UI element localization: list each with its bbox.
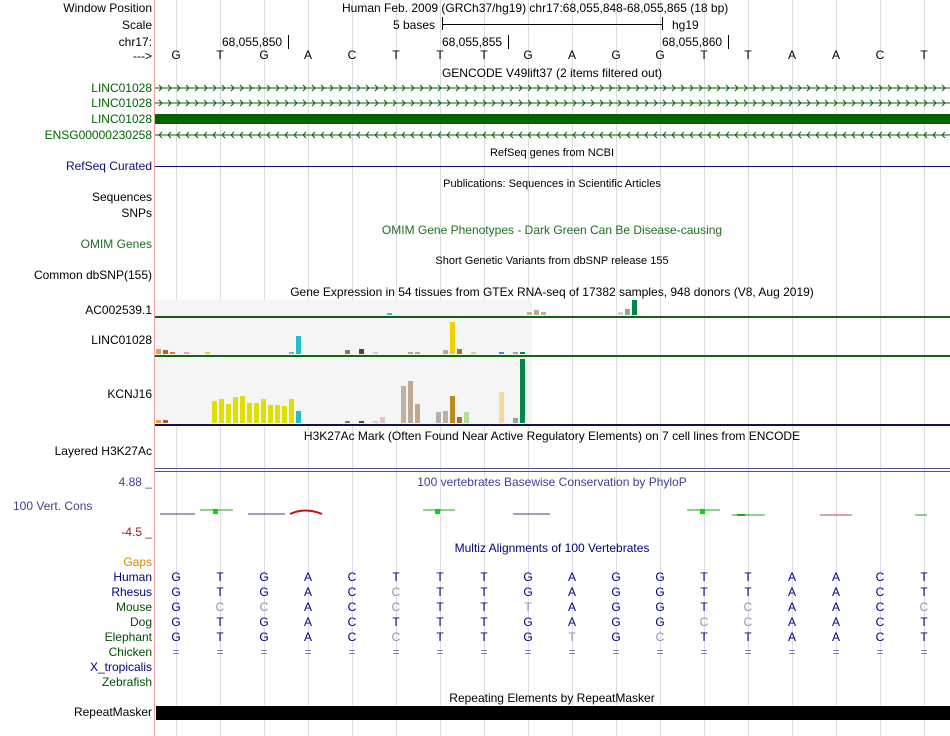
alignment-base: =: [392, 645, 400, 659]
alignment-base: G: [611, 570, 621, 584]
gtex-tissue-bar[interactable]: [184, 352, 189, 354]
gtex-tissue-bar[interactable]: [233, 397, 238, 423]
gencode-item-1[interactable]: [155, 82, 950, 94]
repeatmasker-label[interactable]: RepeatMasker: [73, 705, 152, 719]
gtex-tissue-bar[interactable]: [380, 417, 385, 423]
alignment-base: G: [611, 600, 621, 614]
alignment-base: G: [171, 570, 181, 584]
alignment-base: =: [700, 645, 708, 659]
gtex-tissue-bar[interactable]: [373, 421, 378, 423]
alignment-base: T: [436, 585, 444, 599]
dna-base: A: [567, 48, 577, 62]
alignment-base: T: [480, 630, 488, 644]
gaps-label: Gaps: [123, 555, 152, 569]
pubs-track-title: Publications: Sequences in Scientific Articles: [443, 178, 661, 190]
alignment-base: C: [391, 630, 401, 644]
dna-base: G: [611, 48, 621, 62]
alignment-base: A: [567, 600, 577, 614]
alignment-base: T: [216, 615, 224, 629]
dna-base: C: [347, 48, 357, 62]
gencode-item-3-exon[interactable]: [155, 114, 950, 124]
gtex-baseline-3: [155, 424, 950, 426]
dna-base: T: [436, 48, 444, 62]
gtex-tissue-bar[interactable]: [408, 381, 413, 423]
dna-base: A: [787, 48, 797, 62]
dna-base: T: [744, 48, 752, 62]
gtex-tissue-bar[interactable]: [226, 404, 231, 423]
alignment-base: =: [304, 645, 312, 659]
alignment-base: A: [567, 570, 577, 584]
window-position-value: Human Feb. 2009 (GRCh37/hg19) chr17:68,055,848-68,055,865 (18 bp): [342, 1, 729, 15]
alignment-base: A: [831, 585, 841, 599]
h3k27ac-label[interactable]: Layered H3K27Ac: [54, 444, 152, 458]
gtex-tissue-bar[interactable]: [359, 349, 364, 354]
alignment-base: G: [655, 570, 665, 584]
position-tick-3: 68,055,860: [662, 35, 723, 49]
scale-label: Scale: [121, 18, 152, 32]
alignment-base: T: [700, 585, 708, 599]
alignment-base: G: [259, 570, 269, 584]
dna-base: A: [303, 48, 313, 62]
gtex-tissue-bar[interactable]: [436, 412, 441, 423]
gtex-tissue-bar[interactable]: [373, 352, 378, 354]
gtex-tissue-bar[interactable]: [408, 352, 413, 354]
gtex-tissue-bar[interactable]: [464, 412, 469, 423]
alignment-base: C: [919, 600, 929, 614]
alignment-base: C: [875, 585, 885, 599]
gtex-tissue-bar[interactable]: [401, 386, 406, 423]
gtex-tissue-bar[interactable]: [240, 396, 245, 423]
gtex-tissue-bar[interactable]: [163, 350, 168, 354]
alignment-base: T: [920, 630, 928, 644]
gtex-tissue-bar[interactable]: [443, 350, 448, 354]
dna-base: G: [523, 48, 533, 62]
alignment-base: T: [216, 585, 224, 599]
alignment-base: T: [744, 630, 752, 644]
alignment-base: T: [216, 630, 224, 644]
species-label[interactable]: Dog: [129, 615, 152, 629]
alignment-base: G: [655, 615, 665, 629]
gtex-tissue-bar[interactable]: [450, 396, 455, 423]
alignment-base: T: [920, 570, 928, 584]
alignment-base: T: [436, 570, 444, 584]
dna-base: T: [392, 48, 400, 62]
phylop-max-label: 4.88 _: [118, 475, 152, 489]
multiz-track-title: Multiz Alignments of 100 Vertebrates: [454, 541, 650, 555]
gtex-tissue-bar[interactable]: [212, 401, 217, 423]
position-tick-1: 68,055,850: [222, 35, 283, 49]
gtex-panel-bg-1: [155, 300, 532, 316]
alignment-base: T: [700, 600, 708, 614]
alignment-base: T: [216, 570, 224, 584]
alignment-base: C: [347, 585, 357, 599]
alignment-base: T: [480, 615, 488, 629]
repeatmasker-block[interactable]: [156, 706, 950, 720]
gtex-tissue-bar[interactable]: [296, 411, 301, 423]
position-tick-mark-2: [508, 35, 509, 49]
alignment-base: G: [259, 585, 269, 599]
gtex-tissue-bar[interactable]: [275, 405, 280, 423]
dna-base: T: [700, 48, 708, 62]
h3k27ac-line-1: [155, 468, 950, 469]
gtex-tissue-bar[interactable]: [527, 312, 532, 315]
omim-track-title: OMIM Gene Phenotypes - Dark Green Can Be Disease-causing: [381, 223, 723, 237]
phylop-label[interactable]: 100 Vert. Cons: [13, 499, 93, 513]
alignment-base: T: [744, 585, 752, 599]
alignment-base: A: [303, 570, 313, 584]
alignment-base: A: [303, 615, 313, 629]
gtex-tissue-bar[interactable]: [513, 352, 518, 354]
alignment-base: C: [391, 600, 401, 614]
alignment-base: G: [171, 600, 181, 614]
gtex-gene-label-2[interactable]: LINC01028: [91, 333, 152, 347]
alignment-base: G: [523, 630, 533, 644]
species-label[interactable]: Rhesus: [111, 585, 152, 599]
dna-base: T: [480, 48, 488, 62]
gtex-tissue-bar[interactable]: [282, 406, 287, 423]
alignment-base: A: [303, 600, 313, 614]
dna-base: A: [831, 48, 841, 62]
snps-label[interactable]: SNPs: [121, 206, 152, 220]
gtex-tissue-bar[interactable]: [387, 313, 392, 315]
alignment-base: G: [611, 615, 621, 629]
dna-base: G: [655, 48, 665, 62]
alignment-base: =: [744, 645, 752, 659]
species-label[interactable]: Zebrafish: [101, 675, 152, 689]
sequences-label[interactable]: Sequences: [91, 190, 152, 204]
alignment-base: =: [876, 645, 884, 659]
scale-bar-right-tick: [662, 17, 663, 30]
alignment-base: =: [568, 645, 576, 659]
scale-bar: [442, 24, 662, 25]
alignment-base: =: [436, 645, 444, 659]
alignment-base: A: [567, 585, 577, 599]
alignment-base: =: [832, 645, 840, 659]
alignment-base: C: [699, 615, 709, 629]
alignment-base: G: [611, 630, 621, 644]
alignment-base: =: [216, 645, 224, 659]
alignment-base: C: [347, 630, 357, 644]
alignment-base: G: [611, 585, 621, 599]
alignment-base: A: [831, 630, 841, 644]
alignment-base: T: [436, 615, 444, 629]
h3k27ac-track-title: H3K27Ac Mark (Often Found Near Active Regulatory Elements) on 7 cell lines from ENCODE: [303, 429, 801, 443]
gtex-tissue-bar[interactable]: [520, 359, 525, 423]
chrom-label: chr17:: [118, 35, 152, 49]
gencode-track-title: GENCODE V49lift37 (2 items filtered out): [441, 66, 663, 80]
alignment-base: C: [347, 600, 357, 614]
species-label[interactable]: Elephant: [104, 630, 152, 644]
phylop-track-title: 100 vertebrates Basewise Conservation by PhyloP: [417, 475, 687, 489]
alignment-base: A: [787, 615, 797, 629]
dna-base: C: [875, 48, 885, 62]
gtex-tissue-bar[interactable]: [205, 352, 210, 354]
alignment-base: T: [392, 570, 400, 584]
alignment-base: =: [656, 645, 664, 659]
alignment-base: A: [787, 570, 797, 584]
gtex-tissue-bar[interactable]: [289, 399, 294, 423]
dbsnp-label[interactable]: Common dbSNP(155): [33, 268, 152, 282]
scale-bar-left-tick: [442, 17, 443, 30]
alignment-base: =: [172, 645, 180, 659]
position-tick-2: 68,055,855: [442, 35, 503, 49]
alignment-base: =: [612, 645, 620, 659]
alignment-base: A: [831, 570, 841, 584]
alignment-base: A: [303, 630, 313, 644]
alignment-base: T: [480, 600, 488, 614]
gtex-tissue-bar[interactable]: [289, 352, 294, 354]
gtex-tissue-bar[interactable]: [261, 399, 266, 423]
alignment-base: G: [655, 585, 665, 599]
scale-text: 5 bases: [393, 18, 436, 32]
position-tick-mark-3: [728, 35, 729, 49]
window-position-label: Window Position: [63, 1, 152, 15]
dna-base: G: [171, 48, 181, 62]
alignment-base: G: [655, 600, 665, 614]
gtex-track-title: Gene Expression in 54 tissues from GTEx RNA-seq of 17382 samples, 948 donors (V8, Aug 2019): [290, 285, 814, 299]
h3k27ac-line-2: [155, 471, 950, 472]
alignment-base: G: [259, 615, 269, 629]
alignment-base: =: [260, 645, 268, 659]
alignment-base: T: [568, 630, 576, 644]
gtex-tissue-bar[interactable]: [520, 352, 525, 354]
alignment-base: A: [787, 630, 797, 644]
position-tick-mark-1: [288, 35, 289, 49]
refseq-label[interactable]: RefSeq Curated: [65, 159, 152, 173]
scale-db: hg19: [672, 18, 699, 32]
gtex-tissue-bar[interactable]: [415, 352, 420, 354]
gtex-gene-label-1[interactable]: AC002539.1: [85, 303, 152, 317]
alignment-base: T: [392, 615, 400, 629]
alignment-base: T: [920, 585, 928, 599]
alignment-base: C: [875, 600, 885, 614]
gencode-item-label-3[interactable]: LINC01028: [91, 112, 152, 126]
dna-base: T: [920, 48, 928, 62]
alignment-base: G: [523, 585, 533, 599]
gtex-tissue-bar[interactable]: [450, 322, 455, 354]
alignment-base: C: [347, 615, 357, 629]
gencode-item-label-1[interactable]: LINC01028: [91, 81, 152, 95]
alignment-base: C: [743, 615, 753, 629]
dna-base: G: [259, 48, 269, 62]
gtex-panel-bg-2: [155, 318, 532, 355]
alignment-base: T: [524, 600, 532, 614]
gtex-tissue-bar[interactable]: [247, 403, 252, 423]
alignment-base: A: [567, 615, 577, 629]
alignment-base: A: [787, 585, 797, 599]
gtex-tissue-bar[interactable]: [345, 421, 350, 423]
alignment-base: A: [787, 600, 797, 614]
alignment-base: G: [259, 630, 269, 644]
omim-label[interactable]: OMIM Genes: [80, 237, 152, 251]
alignment-base: A: [303, 585, 313, 599]
gtex-tissue-bar[interactable]: [296, 336, 301, 354]
species-label[interactable]: Mouse: [115, 600, 152, 614]
gtex-tissue-bar[interactable]: [457, 349, 462, 354]
alignment-base: T: [744, 570, 752, 584]
alignment-base: A: [831, 600, 841, 614]
gtex-tissue-bar[interactable]: [345, 350, 350, 354]
dbsnp-track-title: Short Genetic Variants from dbSNP release 155: [435, 255, 669, 267]
alignment-base: =: [524, 645, 532, 659]
alignment-base: T: [480, 570, 488, 584]
alignment-base: =: [920, 645, 928, 659]
refseq-track-title: RefSeq genes from NCBI: [489, 147, 615, 159]
alignment-base: C: [259, 600, 269, 614]
gtex-tissue-bar[interactable]: [632, 300, 637, 315]
phylop-min-label: -4.5 _: [121, 525, 152, 539]
alignment-base: C: [875, 630, 885, 644]
gtex-tissue-bar[interactable]: [170, 352, 175, 354]
gtex-tissue-bar[interactable]: [156, 349, 161, 354]
gtex-baseline-2: [155, 355, 950, 357]
gencode-item-4[interactable]: [155, 129, 950, 141]
gtex-tissue-bar[interactable]: [541, 312, 546, 315]
gtex-tissue-bar[interactable]: [268, 405, 273, 423]
phylop-wiggle: [155, 500, 950, 524]
repeatmasker-track-title: Repeating Elements by RepeatMasker: [449, 691, 655, 705]
gtex-tissue-bar[interactable]: [513, 418, 518, 423]
alignment-base: C: [743, 600, 753, 614]
alignment-base: C: [215, 600, 225, 614]
alignment-base: G: [523, 570, 533, 584]
alignment-base: C: [391, 585, 401, 599]
refseq-line: [155, 166, 950, 167]
gtex-tissue-bar[interactable]: [625, 309, 630, 315]
alignment-base: T: [920, 615, 928, 629]
gtex-tissue-bar[interactable]: [359, 421, 364, 423]
alignment-base: C: [347, 570, 357, 584]
gtex-tissue-bar[interactable]: [471, 352, 476, 354]
species-label[interactable]: X_tropicalis: [89, 660, 152, 674]
alignment-base: =: [348, 645, 356, 659]
gencode-item-label-2[interactable]: LINC01028: [91, 96, 152, 110]
gtex-tissue-bar[interactable]: [254, 403, 259, 423]
gtex-tissue-bar[interactable]: [163, 420, 168, 423]
alignment-base: =: [480, 645, 488, 659]
species-label[interactable]: Human: [113, 570, 152, 584]
gtex-tissue-bar[interactable]: [156, 420, 161, 423]
alignment-base: C: [655, 630, 665, 644]
alignment-base: G: [171, 615, 181, 629]
alignment-base: T: [480, 585, 488, 599]
dna-base: T: [216, 48, 224, 62]
gtex-tissue-bar[interactable]: [415, 404, 420, 423]
gencode-item-2[interactable]: [155, 97, 950, 109]
alignment-base: A: [831, 615, 841, 629]
alignment-base: T: [700, 570, 708, 584]
gtex-gene-label-3[interactable]: KCNJ16: [107, 387, 152, 401]
alignment-base: C: [875, 615, 885, 629]
gtex-baseline-1: [155, 316, 950, 318]
alignment-base: T: [436, 600, 444, 614]
alignment-base: G: [171, 585, 181, 599]
gencode-item-label-4[interactable]: ENSG00000230258: [44, 128, 152, 142]
gtex-tissue-bar[interactable]: [499, 352, 504, 354]
alignment-base: T: [700, 630, 708, 644]
gtex-tissue-bar[interactable]: [443, 411, 448, 423]
gtex-tissue-bar[interactable]: [499, 392, 504, 423]
alignment-base: G: [171, 630, 181, 644]
alignment-base: G: [523, 615, 533, 629]
gtex-tissue-bar[interactable]: [457, 417, 462, 423]
alignment-base: =: [788, 645, 796, 659]
alignment-base: T: [436, 630, 444, 644]
gtex-tissue-bar[interactable]: [618, 312, 623, 315]
strand-arrow-label: --->: [133, 49, 152, 63]
gtex-tissue-bar[interactable]: [534, 310, 539, 315]
gtex-tissue-bar[interactable]: [219, 399, 224, 423]
species-label[interactable]: Chicken: [108, 645, 152, 659]
alignment-base: C: [875, 570, 885, 584]
